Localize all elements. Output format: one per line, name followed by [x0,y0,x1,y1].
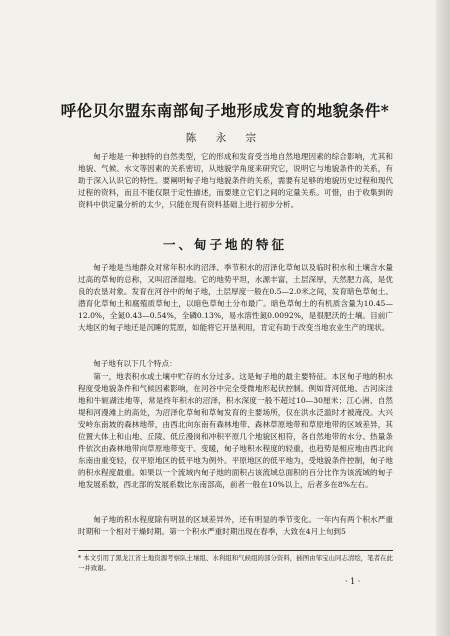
page-edge-shadow [436,0,450,636]
footnote-rule [78,550,393,551]
document-title: 呼伦贝尔盟东南部甸子地形成发育的地貌条件* [60,101,390,120]
intro-paragraph: 甸子地是一种独特的自然类型，它的形成和发育受当地自然地理因素的综合影响，尤其和地貌、气候、水文等因素的关系密切，从地貌学角度来研究它，说明它与地貌条件的关系，有助于深入认识它的特性。要阐明甸子地与地貌条件的关系，需要有足够的地貌历史过程和现代过程的资料，而且不能仅限于定性描述，而要建立它们之间的定量关系。可惜，由于收集到的资料中供定量分析的太少，只能在现有资料基础上进行初步分析。 [78,152,393,209]
section-heading: 一、甸子地的特征 [162,237,287,252]
body-paragraph-1: 甸子地是当地群众对常年积水的沼泽、季节积水的沼泽化草甸以及临时积水和土壤含水量过高的草甸的总称，又叫沼泽湿地。它的地势平坦，水源丰富，土层深厚，天然肥力高，是优良的农垦对象。发育在河谷中的甸子地，土层厚度一般在0.5—2.0米之间，发育暗色草甸土、潜育化草甸土和腐殖质草甸土，以暗色草甸土分布最广。暗色草甸土的有机质含量为10.45—12.0%，全氮0.43—0.54%，全磷0.13%，易水溶性氮0.0092%，是很肥沃的土壤。目前广大地区的甸子地还是沉睡的荒原，如能将它开垦利用，肯定有助于改变当地农业生产的现状。 [78,263,393,332]
body-paragraph-3: 第一，地表积水或土壤中贮存的水分过多。这是甸子地的最主要特征。本区甸子地的积水程度受地貌条件和气候因素影响，在河谷中完全受微地形起伏控制。例如背河低地、古河床洼地和牛轭湖洼地等，常是终年积水的沼泽，积水深度一般不超过10—30厘米；江心洲、自然堤和河漫滩上的高处，为沼泽化草甸和草甸发育的主要场所，仅在洪水泛滥时才被淹没。大兴安岭东南坡的森林地带，由西北向东南有森林地带、森林草原地带和草原地带的区域差异，其位置大体上和山地、丘陵、低丘漫岗和冲积平原几个地貌区相符，各自然地带的水分、热量条件依次由森林地带向草原地带变干、变暖，甸子地积水程度的轻重，也趋势是相应地由西北向东南由重变轻，仅平原地区的低平地为例外。平原地区的低平地为，受地貌条件控制，甸子地的积水程度最重。如果以一个流域内甸子地的面积占该流域总面积的百分比作为该流域的甸子地发展系数，西北部的发展系数比东南部高，前者一般在10%以上，后者多在8%左右。 [78,372,393,489]
footnote: * 本文引用了黑龙江省土地资源考察队土壤组、水利组和气候组的部分资料，插图由邹宝山同志清绘，笔者在此一并致谢。 [78,554,393,572]
body-paragraph-2: 甸子地有以下几个特点： [93,359,177,368]
page-number: · 1 · [345,577,361,586]
author-name: 陈 永 宗 [185,132,265,144]
body-paragraph-4: 甸子地的积水程度除有明显的区域差异外，还有明显的季节变化。一年内有两个积水严重时期和一个相对干燥时期。第一个积水严重时期出现在春季，大致在4月上旬到5 [78,515,393,536]
